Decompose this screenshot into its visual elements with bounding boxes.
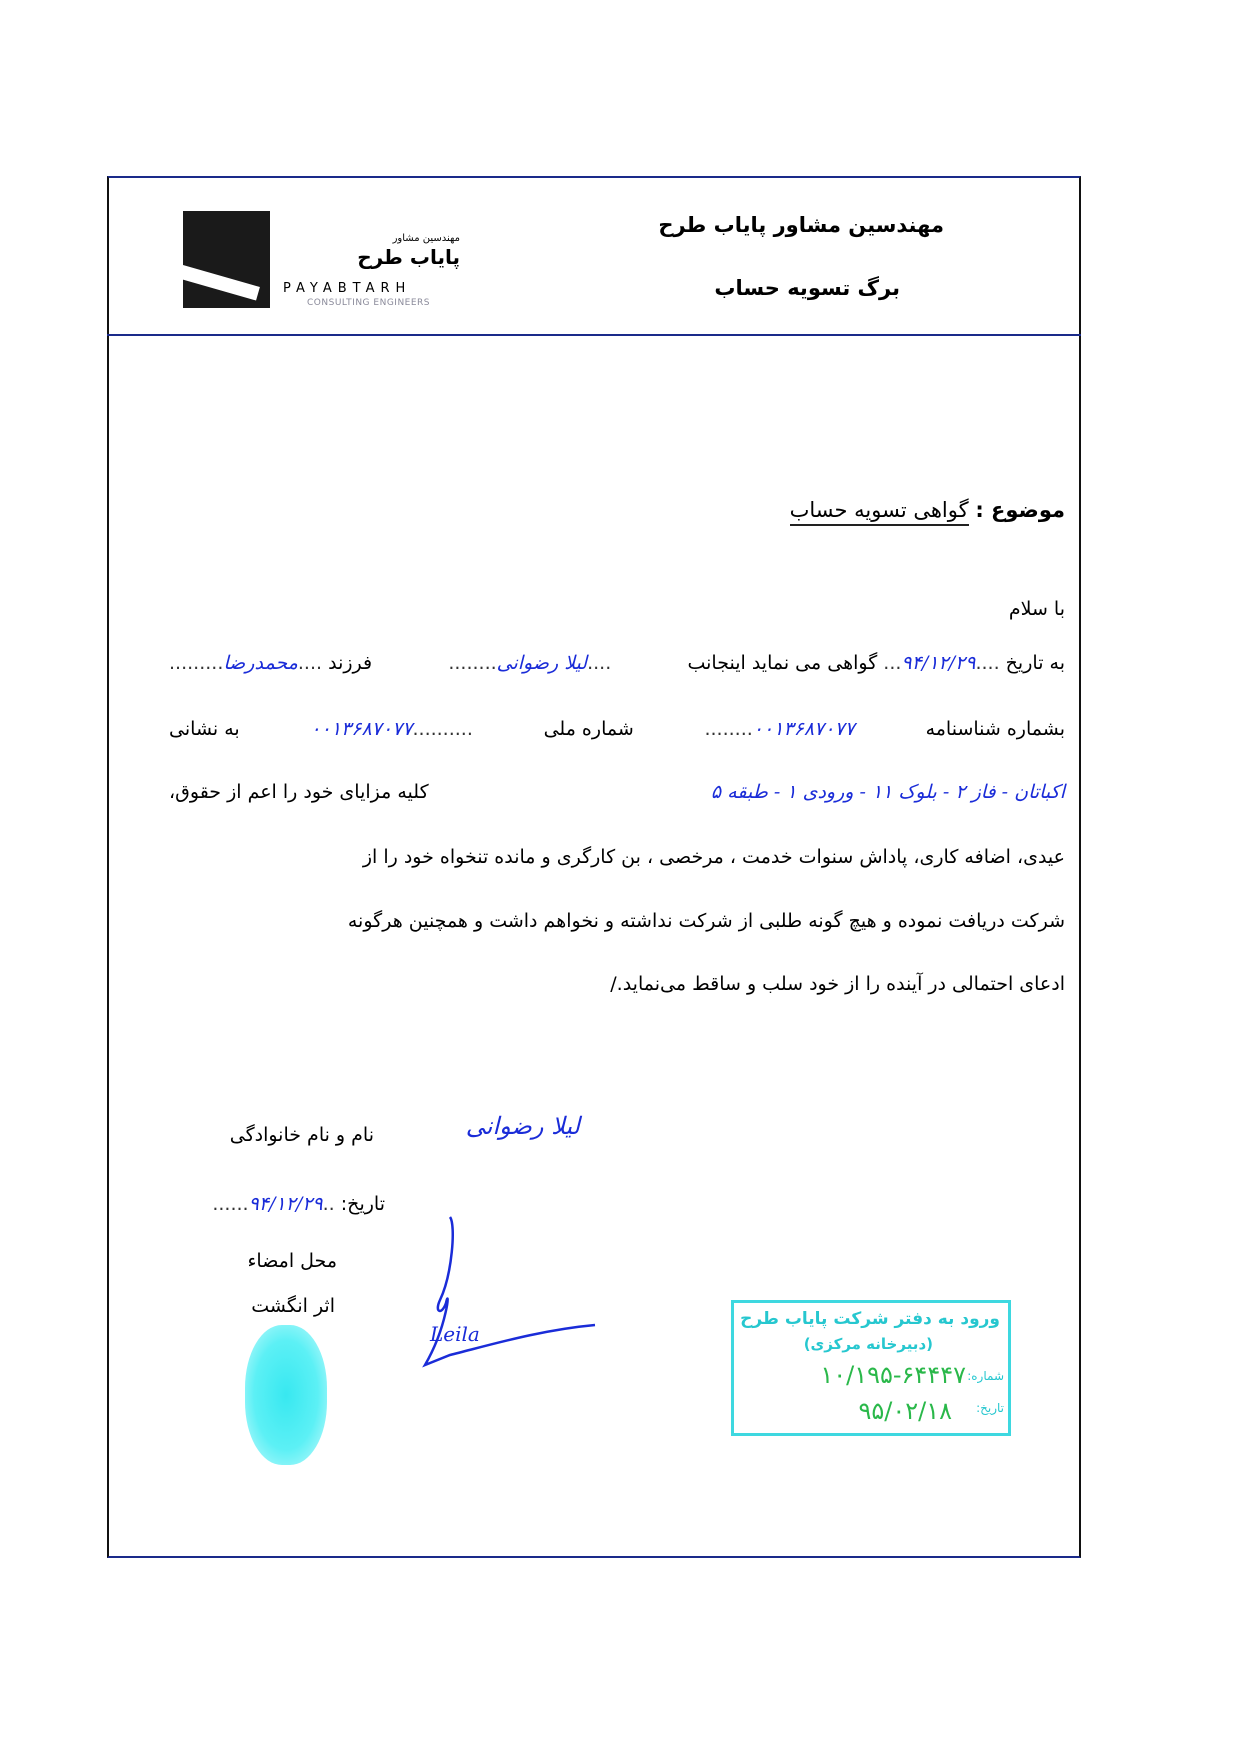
handwritten-sign-date: ۹۴/۱۲/۲۹ bbox=[248, 1193, 323, 1215]
text: بشماره شناسنامه bbox=[925, 718, 1065, 740]
date-label: تاریخ: ..۹۴/۱۲/۲۹...... bbox=[212, 1193, 385, 1215]
text: گواهی می نماید اینجانب bbox=[687, 652, 878, 674]
stamp-number-label: شماره: bbox=[967, 1369, 1004, 1383]
handwritten-father-name: محمدرضا bbox=[223, 652, 298, 674]
company-title: مهندسین مشاور پایاب طرح bbox=[658, 213, 944, 237]
logo-stripe bbox=[183, 265, 260, 301]
greeting: با سلام bbox=[1008, 598, 1065, 620]
signature-text: Leila bbox=[430, 1322, 480, 1346]
subject-label: موضوع : bbox=[975, 498, 1065, 522]
handwritten-national-id: ۰۰۱۳۶۸۷۰۷۷ bbox=[310, 718, 413, 740]
signature-place-label: محل امضاء bbox=[247, 1250, 337, 1272]
subject-line bbox=[790, 498, 1065, 522]
stamp-date-label: تاریخ: bbox=[976, 1401, 1004, 1415]
logo-fa-subtitle: مهندسین مشاور bbox=[392, 233, 460, 244]
fingerprint-icon bbox=[245, 1325, 327, 1465]
stamp-line-2: (دبیرخانه مرکزی) bbox=[803, 1335, 933, 1353]
body-line-4: عیدی، اضافه کاری، پاداش سنوات خدمت ، مرخصی ، بن کارگری و مانده تنخواه خود را از bbox=[362, 846, 1065, 868]
logo-en-subtitle: CONSULTING ENGINEERS bbox=[307, 298, 431, 308]
handwritten-address: اکباتان - فاز ۲ - بلوک ۱۱ - ورودی ۱ - طبقه ۵ bbox=[710, 781, 1065, 803]
stamp-line-1: ورود به دفتر شرکت پایاب طرح bbox=[740, 1309, 1000, 1329]
logo-fa-name: پایاب طرح bbox=[357, 245, 460, 269]
signature-icon bbox=[420, 1205, 600, 1375]
text: شماره ملی bbox=[543, 718, 634, 740]
body-line-5: شرکت دریافت نموده و هیچ گونه طلبی از شرکت نداشته و نخواهم داشت و همچنین هرگونه bbox=[347, 910, 1065, 932]
body-line-2: بشماره شناسنامه ۰۰۱۳۶۸۷۰۷۷........ شماره ملی ..........۰۰۱۳۶۸۷۰۷۷ به نشانی bbox=[169, 718, 1065, 740]
header-divider bbox=[107, 334, 1081, 336]
text: به تاریخ bbox=[1005, 652, 1065, 674]
logo-en-name: PAYABTARH bbox=[283, 281, 412, 296]
handwritten-signer-name: لیلا رضوانی bbox=[465, 1112, 580, 1140]
fingerprint-label: اثر انگشت bbox=[251, 1295, 335, 1317]
text: فرزند bbox=[328, 652, 373, 674]
handwritten-date: ۹۴/۱۲/۲۹ bbox=[901, 652, 976, 674]
body-line-6: ادعای احتمالی در آینده را از خود سلب و ساقط می‌نماید./ bbox=[610, 973, 1065, 995]
handwritten-name: لیلا رضوانی bbox=[496, 652, 588, 674]
body-line-3 bbox=[169, 781, 1065, 803]
handwritten-id-number: ۰۰۱۳۶۸۷۰۷۷ bbox=[752, 718, 855, 740]
form-title: برگ تسویه حساب bbox=[714, 276, 900, 300]
stamp-date: ۹۵/۰۲/۱۸ bbox=[858, 1397, 952, 1425]
subject-value: گواهی تسویه حساب bbox=[790, 498, 969, 526]
receipt-stamp bbox=[731, 1300, 1011, 1436]
stamp-number: ۱۰/۱۹۵-۶۴۴۴۷ bbox=[820, 1361, 966, 1389]
text: کلیه مزایای خود را اعم از حقوق، bbox=[169, 781, 429, 803]
company-logo-icon bbox=[183, 211, 270, 308]
name-label: نام و نام خانوادگی bbox=[229, 1124, 374, 1146]
date-label-text: تاریخ: bbox=[340, 1193, 385, 1215]
body-line-1: به تاریخ ....۹۴/۱۲/۲۹... گواهی می نماید اینجانب ....لیلا رضوانی........ فرزند ....محمدرضا......... bbox=[169, 652, 1065, 674]
text: به نشانی bbox=[169, 718, 240, 740]
